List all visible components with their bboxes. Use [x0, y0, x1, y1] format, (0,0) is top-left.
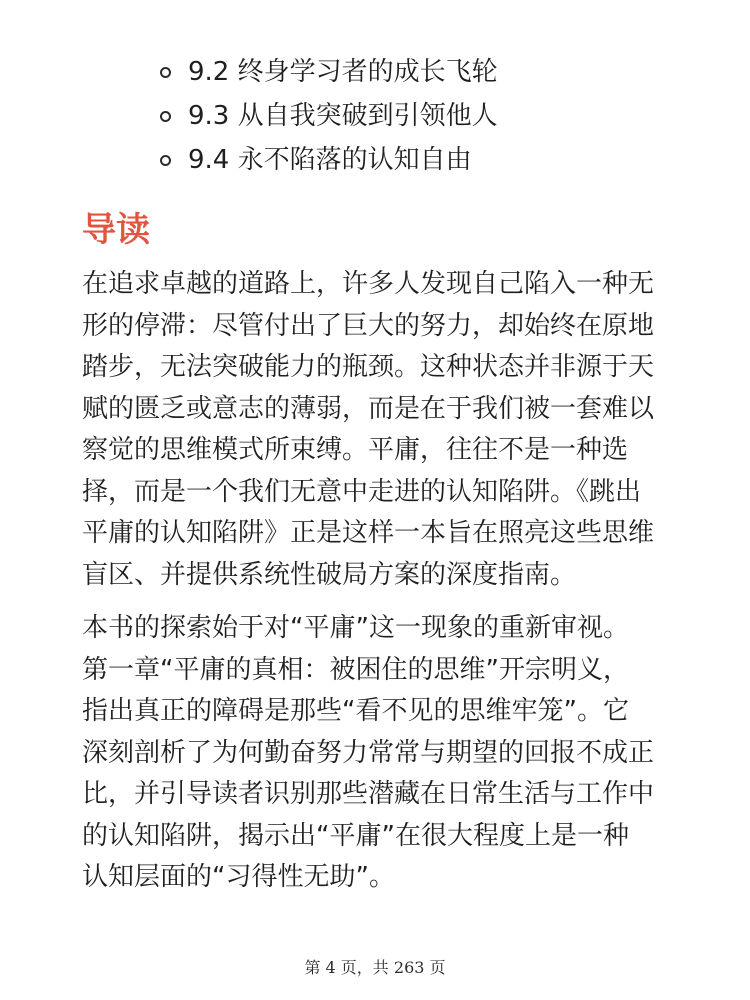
toc-item: [160, 50, 498, 94]
toc-item-label: 9.3 从自我突破到引领他人: [188, 101, 498, 131]
text-line: 踏步，无法突破能力的瓶颈。这种状态并非源于天: [82, 352, 655, 382]
toc-list: [160, 50, 498, 182]
section-heading: 导读: [82, 210, 150, 250]
text-line: 在追求卓越的道路上，许多人发现自己陷入一种无: [82, 269, 655, 299]
hollow-circle-bullet-icon: [160, 155, 171, 166]
text-line: 形的停滞：尽管付出了巨大的努力，却始终在原地: [82, 310, 655, 341]
text-line: 本书的探索始于对“平庸”这一现象的重新审视。: [82, 613, 629, 643]
text-line: 指出真正的障碍是那些“看不见的思维牢笼”。它: [82, 696, 629, 726]
text-line: 的认知陷阱，揭示出“平庸”在很大程度上是一种: [82, 820, 629, 851]
hollow-circle-bullet-icon: [160, 67, 171, 78]
paragraph-chapter-one: [82, 608, 672, 899]
paragraph-intro: [82, 264, 672, 596]
text-line: 认知层面的“习得性无助”。: [82, 862, 395, 892]
toc-item: [160, 138, 498, 182]
text-line: 平庸的认知陷阱》正是这样一本旨在照亮这些思维: [82, 518, 655, 548]
hollow-circle-bullet-icon: [160, 111, 171, 122]
text-line: 深刻剖析了为何勤奋努力常常与期望的回报不成正: [82, 737, 655, 768]
text-line: 察觉的思维模式所束缚。平庸，往往不是一种选: [82, 435, 629, 465]
text-line: 第一章“平庸的真相：被困住的思维”开宗明义，: [82, 654, 629, 685]
toc-item: [160, 94, 498, 138]
text-line: 盲区、并提供系统性破局方案的深度指南。: [82, 559, 577, 590]
toc-item-label: 9.4 永不陷落的认知自由: [188, 145, 472, 175]
toc-item-label: 9.2 终身学习者的成长飞轮: [188, 57, 498, 87]
text-line: 比，并引导读者识别那些潜藏在日常生活与工作中: [82, 779, 655, 809]
text-line: 择，而是一个我们无意中走进的认知陷阱。《跳出: [82, 476, 642, 507]
body-text: [82, 264, 672, 911]
page-number-footer: 第 4 页，共 263 页: [304, 958, 446, 977]
text-line: 赋的匮乏或意志的薄弱，而是在于我们被一套难以: [82, 393, 655, 424]
